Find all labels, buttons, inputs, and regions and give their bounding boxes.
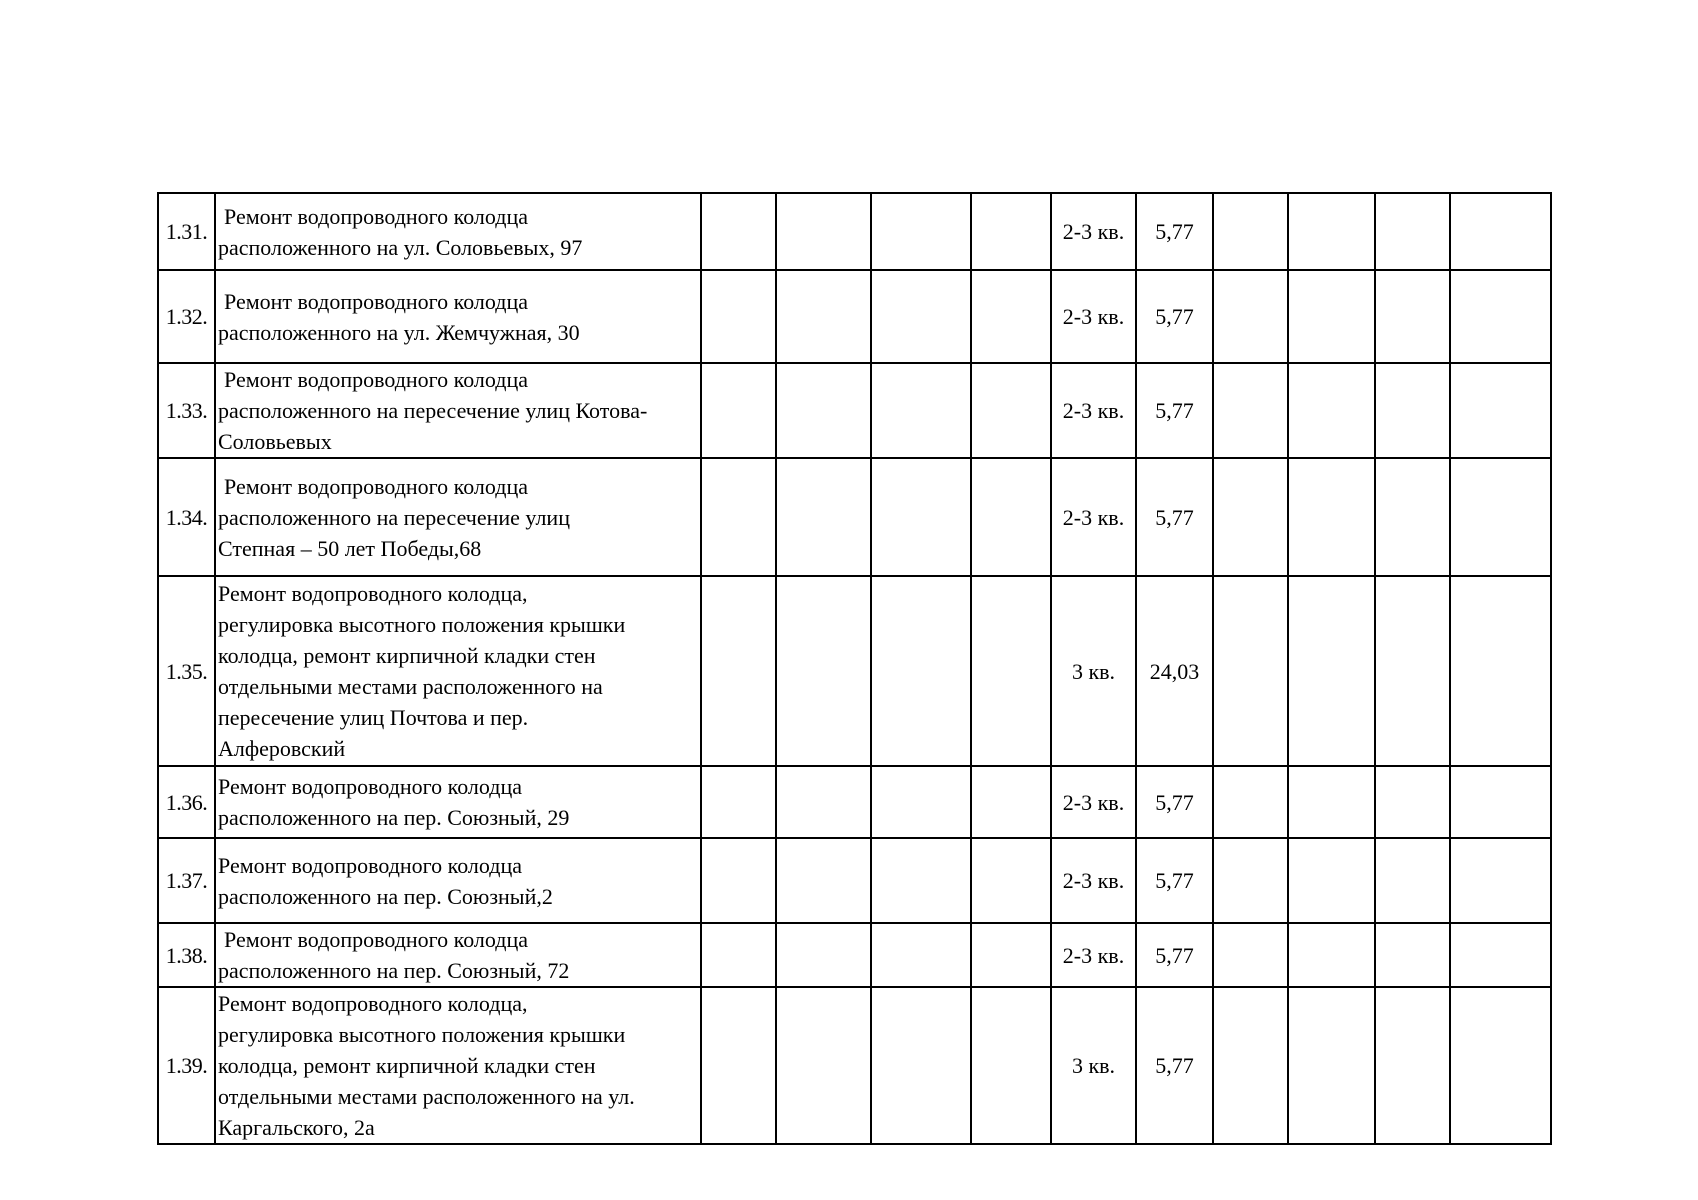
work-description <box>215 193 701 270</box>
empty-cell <box>1288 363 1375 458</box>
empty-cell <box>1213 766 1288 838</box>
term-cell: 3 кв. <box>1051 987 1136 1144</box>
description-line: пересечение улиц Почтова и пер. <box>218 705 529 730</box>
table-row <box>158 363 1551 458</box>
empty-cell <box>701 270 776 363</box>
empty-cell <box>701 987 776 1144</box>
amount-cell: 5,77 <box>1136 923 1213 987</box>
row-number: 1.31. <box>158 193 215 270</box>
amount-cell: 5,77 <box>1136 270 1213 363</box>
description-line: расположенного на пересечение улиц <box>218 504 570 530</box>
empty-cell <box>776 838 871 923</box>
empty-cell <box>971 838 1051 923</box>
term-cell: 2-3 кв. <box>1051 193 1136 270</box>
amount-cell: 5,77 <box>1136 987 1213 1144</box>
empty-cell <box>776 923 871 987</box>
empty-cell <box>1450 923 1551 987</box>
description-line: колодца, ремонт кирпичной кладки стен <box>218 1053 596 1078</box>
amount-cell: 5,77 <box>1136 838 1213 923</box>
empty-cell <box>971 458 1051 576</box>
term-cell: 2-3 кв. <box>1051 363 1136 458</box>
empty-cell <box>1450 193 1551 270</box>
table-row <box>158 838 1551 923</box>
empty-cell <box>1288 576 1375 766</box>
table-row <box>158 270 1551 363</box>
empty-cell <box>1288 923 1375 987</box>
empty-cell <box>871 987 971 1144</box>
description-line: расположенного на ул. Жемчужная, 30 <box>218 319 580 345</box>
empty-cell <box>971 576 1051 766</box>
empty-cell <box>701 363 776 458</box>
empty-cell <box>871 576 971 766</box>
amount-cell: 24,03 <box>1136 576 1213 766</box>
empty-cell <box>701 458 776 576</box>
empty-cell <box>1213 576 1288 766</box>
empty-cell <box>871 458 971 576</box>
empty-cell <box>1213 363 1288 458</box>
work-description <box>215 838 701 923</box>
empty-cell <box>871 766 971 838</box>
empty-cell <box>776 363 871 458</box>
description-line: колодца, ремонт кирпичной кладки стен <box>218 643 596 668</box>
empty-cell <box>971 363 1051 458</box>
description-line: расположенного на пер. Союзный, 72 <box>218 958 570 983</box>
empty-cell <box>701 838 776 923</box>
description-line: Ремонт водопроводного колодца <box>224 473 528 499</box>
empty-cell <box>776 766 871 838</box>
empty-cell <box>1375 363 1450 458</box>
empty-cell <box>1375 838 1450 923</box>
empty-cell <box>1375 987 1450 1144</box>
amount-cell: 5,77 <box>1136 193 1213 270</box>
description-line: отдельными местами расположенного на <box>218 674 603 699</box>
description-line: расположенного на пер. Союзный, 29 <box>218 805 570 830</box>
amount-cell: 5,77 <box>1136 363 1213 458</box>
empty-cell <box>1288 838 1375 923</box>
empty-cell <box>701 576 776 766</box>
description-line: Ремонт водопроводного колодца <box>218 852 522 878</box>
row-number: 1.35. <box>158 576 215 766</box>
empty-cell <box>971 987 1051 1144</box>
row-number: 1.32. <box>158 270 215 363</box>
row-number: 1.33. <box>158 363 215 458</box>
empty-cell <box>971 766 1051 838</box>
empty-cell <box>701 766 776 838</box>
empty-cell <box>1450 838 1551 923</box>
description-line: Алферовский <box>218 736 346 761</box>
empty-cell <box>776 987 871 1144</box>
empty-cell <box>1288 458 1375 576</box>
empty-cell <box>871 193 971 270</box>
row-number: 1.36. <box>158 766 215 838</box>
description-line: Степная – 50 лет Победы,68 <box>218 535 482 561</box>
term-cell: 3 кв. <box>1051 576 1136 766</box>
description-line: расположенного на пер. Союзный,2 <box>218 883 553 909</box>
term-cell: 2-3 кв. <box>1051 923 1136 987</box>
description-line: Ремонт водопроводного колодца <box>218 774 522 799</box>
empty-cell <box>1375 766 1450 838</box>
description-line: Соловьевых <box>218 429 332 454</box>
table-row <box>158 987 1551 1144</box>
empty-cell <box>1288 766 1375 838</box>
work-description <box>215 766 701 838</box>
work-description <box>215 270 701 363</box>
empty-cell <box>1375 270 1450 363</box>
row-number: 1.37. <box>158 838 215 923</box>
empty-cell <box>971 270 1051 363</box>
empty-cell <box>776 576 871 766</box>
work-description <box>215 363 701 458</box>
empty-cell <box>1450 987 1551 1144</box>
empty-cell <box>1375 576 1450 766</box>
description-line: Каргальского, 2а <box>218 1115 375 1140</box>
empty-cell <box>776 270 871 363</box>
empty-cell <box>1213 458 1288 576</box>
table-row <box>158 923 1551 987</box>
row-number: 1.39. <box>158 987 215 1144</box>
amount-cell: 5,77 <box>1136 458 1213 576</box>
description-line: Ремонт водопроводного колодца <box>224 927 528 952</box>
empty-cell <box>1213 270 1288 363</box>
work-description <box>215 923 701 987</box>
empty-cell <box>871 270 971 363</box>
description-line: регулировка высотного положения крышки <box>218 612 626 637</box>
term-cell: 2-3 кв. <box>1051 766 1136 838</box>
description-line: отдельными местами расположенного на ул. <box>218 1084 635 1109</box>
row-number: 1.38. <box>158 923 215 987</box>
empty-cell <box>1213 193 1288 270</box>
empty-cell <box>871 923 971 987</box>
empty-cell <box>971 923 1051 987</box>
amount-cell: 5,77 <box>1136 766 1213 838</box>
description-line: Ремонт водопроводного колодца <box>224 203 528 229</box>
empty-cell <box>1213 987 1288 1144</box>
work-description <box>215 458 701 576</box>
table-row <box>158 458 1551 576</box>
empty-cell <box>1288 270 1375 363</box>
empty-cell <box>1213 923 1288 987</box>
row-number: 1.34. <box>158 458 215 576</box>
works-table <box>157 192 1552 1145</box>
empty-cell <box>1450 766 1551 838</box>
description-line: Ремонт водопроводного колодца <box>224 367 528 392</box>
term-cell: 2-3 кв. <box>1051 458 1136 576</box>
table-row <box>158 766 1551 838</box>
empty-cell <box>1450 363 1551 458</box>
empty-cell <box>871 363 971 458</box>
table-body <box>158 193 1551 1144</box>
empty-cell <box>1288 987 1375 1144</box>
empty-cell <box>1288 193 1375 270</box>
term-cell: 2-3 кв. <box>1051 838 1136 923</box>
description-line: регулировка высотного положения крышки <box>218 1022 626 1047</box>
empty-cell <box>1375 458 1450 576</box>
empty-cell <box>776 193 871 270</box>
empty-cell <box>1375 193 1450 270</box>
description-line: расположенного на ул. Соловьевых, 97 <box>218 234 583 260</box>
empty-cell <box>1450 576 1551 766</box>
empty-cell <box>1450 458 1551 576</box>
empty-cell <box>1450 270 1551 363</box>
work-description <box>215 576 701 766</box>
table-row <box>158 576 1551 766</box>
empty-cell <box>776 458 871 576</box>
description-line: Ремонт водопроводного колодца, <box>218 991 528 1016</box>
table-row <box>158 193 1551 270</box>
description-line: Ремонт водопроводного колодца, <box>218 581 528 606</box>
empty-cell <box>1375 923 1450 987</box>
empty-cell <box>971 193 1051 270</box>
term-cell: 2-3 кв. <box>1051 270 1136 363</box>
empty-cell <box>701 923 776 987</box>
empty-cell <box>871 838 971 923</box>
description-line: Ремонт водопроводного колодца <box>224 288 528 314</box>
work-description <box>215 987 701 1144</box>
empty-cell <box>701 193 776 270</box>
empty-cell <box>1213 838 1288 923</box>
description-line: расположенного на пересечение улиц Котова- <box>218 398 648 423</box>
